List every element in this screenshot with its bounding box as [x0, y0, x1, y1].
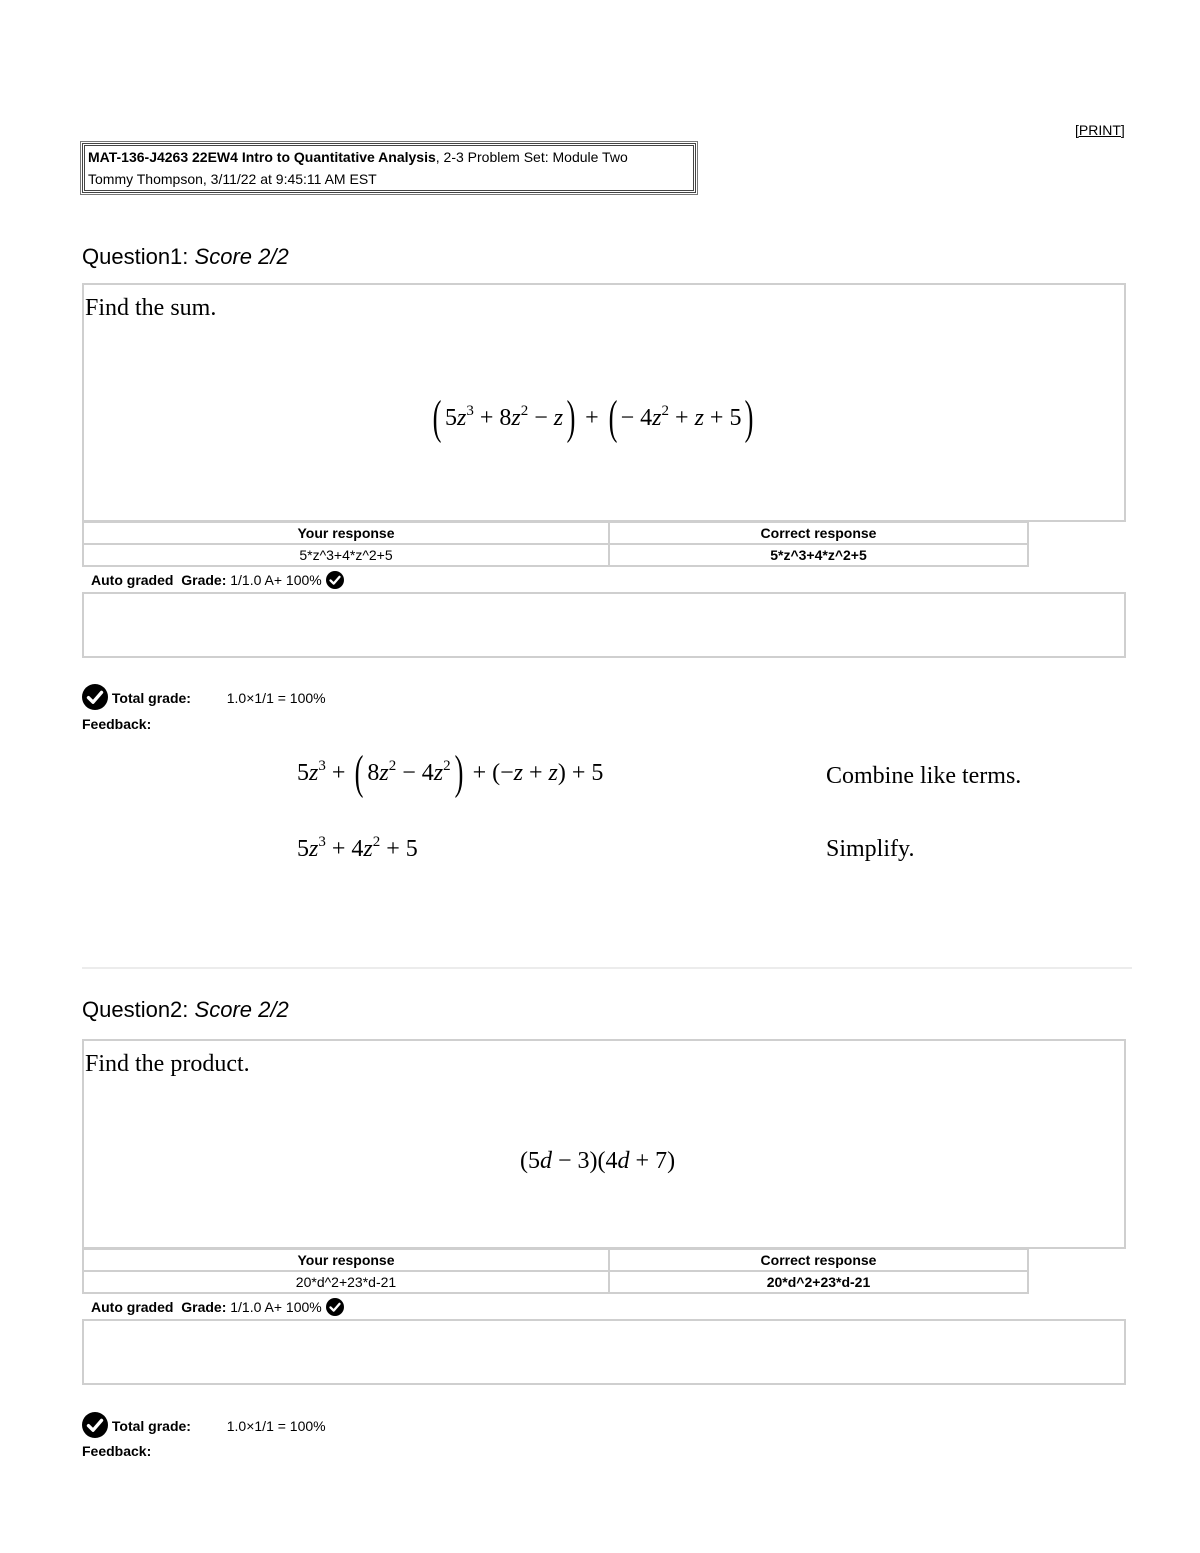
feedback-step-1-note: Combine like terms.	[826, 763, 1022, 789]
your-response-value: 5*z^3+4*z^2+5	[83, 544, 609, 566]
your-response-value: 20*d^2+23*d-21	[83, 1271, 609, 1293]
total-grade-label: Total grade:	[111, 1418, 191, 1434]
assignment-title: , 2-3 Problem Set: Module Two	[435, 149, 628, 165]
check-circle-icon	[326, 571, 344, 589]
correct-response-value: 5*z^3+4*z^2+5	[609, 544, 1028, 566]
feedback-label: Feedback:	[82, 716, 152, 732]
grade-value: 1/1.0 A+ 100%	[230, 572, 322, 588]
question-2-expression: (5d − 3)(4d + 7)	[520, 1148, 676, 1174]
question-divider	[82, 967, 1132, 969]
total-grade-label: Total grade:	[111, 690, 191, 706]
question-1-comment-box	[82, 592, 1126, 658]
question-score: Score 2/2	[194, 244, 289, 269]
question-2-heading: Question2: Score 2/2	[82, 997, 289, 1022]
correct-response-header: Correct response	[609, 1249, 1028, 1271]
correct-response-value: 20*d^2+23*d-21	[609, 1271, 1028, 1293]
your-response-header: Your response	[83, 1249, 609, 1271]
question-2-response-table	[82, 1248, 1029, 1294]
question-prompt: Find the sum.	[85, 295, 217, 321]
feedback-step-1-expression: $5z^3$ + ( $8z^2 - 4z^2) + (-z + z) + 5$	[297, 746, 604, 799]
grade-label: Grade:	[181, 572, 227, 588]
feedback-step-2-note: Simplify.	[826, 836, 915, 862]
grade-value: 1/1.0 A+ 100%	[230, 1299, 322, 1315]
question-1-total-grade	[82, 684, 326, 710]
grade-label: Grade:	[181, 1299, 227, 1315]
course-title: MAT-136-J4263 22EW4 Intro to Quantitative Analysis	[88, 149, 436, 165]
question-score: Score 2/2	[194, 997, 289, 1022]
question-label: Question2	[82, 997, 183, 1022]
question-2-box	[82, 1039, 1126, 1249]
feedback-label: Feedback:	[82, 1443, 152, 1459]
correct-response-header: Correct response	[609, 522, 1028, 544]
print-link[interactable]: [PRINT]	[1075, 122, 1125, 138]
question-label: Question1	[82, 244, 183, 269]
student-line: Tommy Thompson, 3/11/22 at 9:45:11 AM EST	[88, 171, 377, 187]
your-response-header: Your response	[83, 522, 609, 544]
total-grade-value: 1.0×1/1 = 100%	[226, 690, 326, 706]
question-prompt: Find the product.	[85, 1051, 250, 1077]
question-1-heading: Question1: Score 2/2	[82, 244, 289, 269]
check-circle-icon	[82, 1412, 108, 1438]
total-grade-value: 1.0×1/1 = 100%	[226, 1418, 326, 1434]
auto-graded-label: Auto graded	[91, 572, 174, 588]
question-2-grade-line	[91, 1298, 344, 1316]
question-1-box	[82, 283, 1126, 522]
check-circle-icon	[326, 1298, 344, 1316]
assignment-header	[82, 143, 696, 193]
question-1-grade-line	[91, 571, 344, 589]
auto-graded-label: Auto graded	[91, 1299, 174, 1315]
question-1-expression: ( $5z^3 + 8z^2 - z$) + ( − $4z^2 + z + 5$)	[432, 391, 754, 444]
question-2-comment-box	[82, 1319, 1126, 1385]
question-1-response-table	[82, 521, 1029, 567]
feedback-step-2-expression: $5z^3 + 4z^2 + 5$	[297, 834, 418, 862]
check-circle-icon	[82, 684, 108, 710]
question-2-total-grade	[82, 1412, 326, 1438]
